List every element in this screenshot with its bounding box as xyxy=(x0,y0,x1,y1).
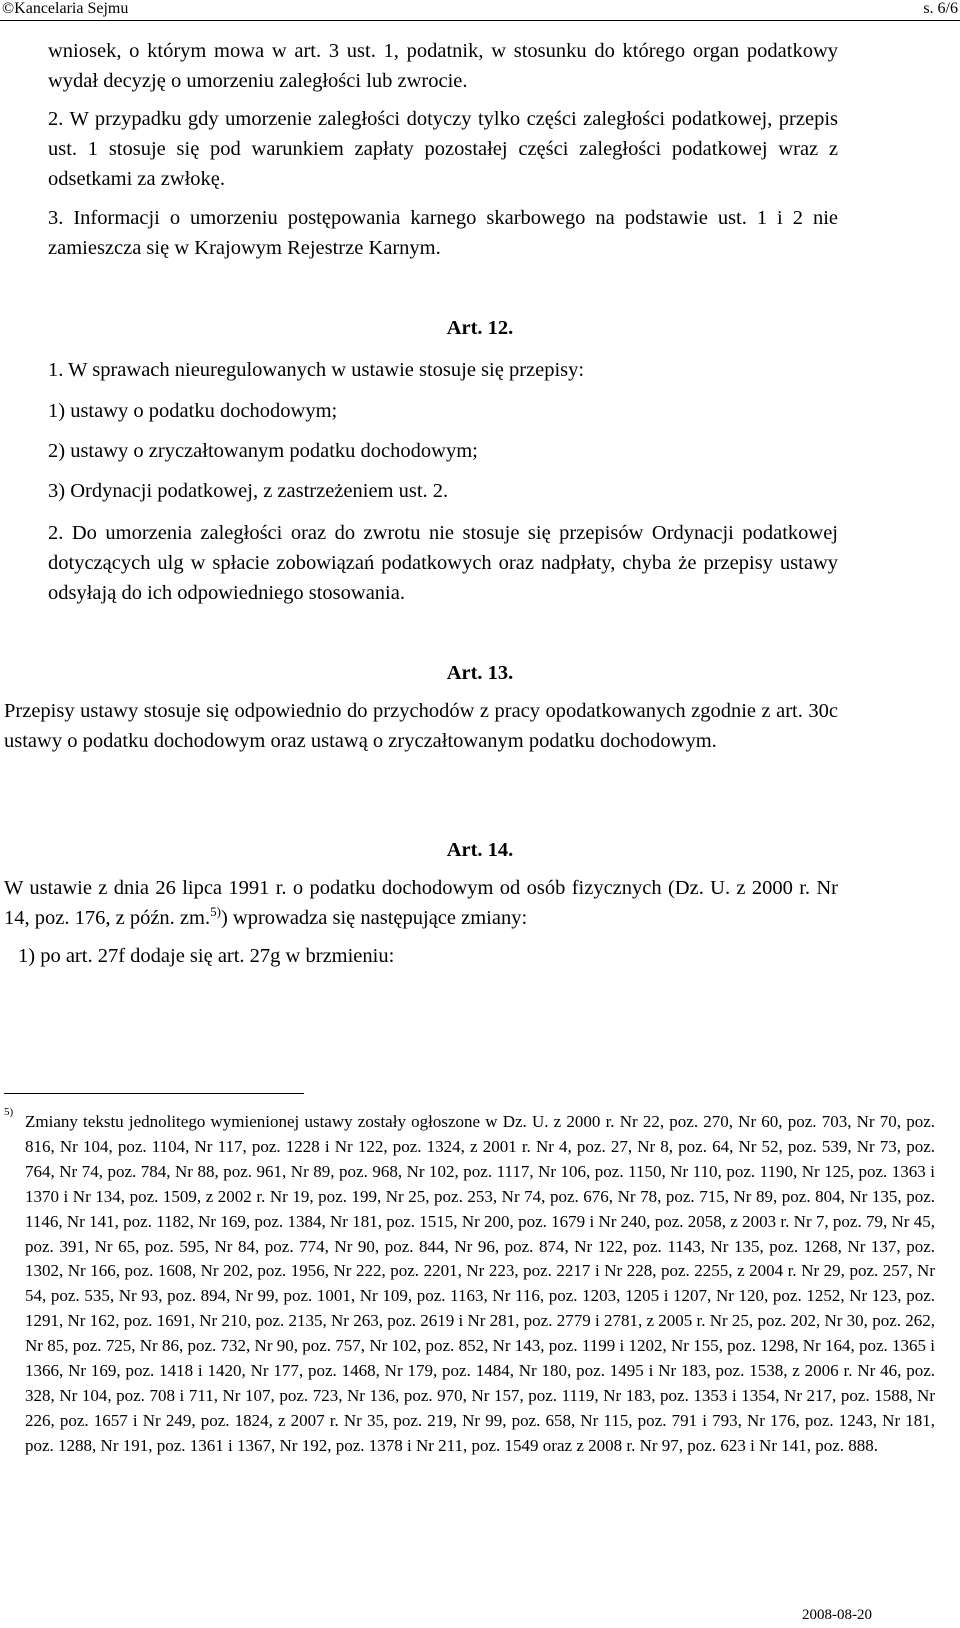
article-13-title: Art. 13. xyxy=(446,662,514,684)
paragraph-continuation: wniosek, o którym mowa w art. 3 ust. 1, podatnik, w stosunku do którego organ podatkowy wydał decyzję o umorzeniu zaległości lub zwrocie. xyxy=(48,40,838,92)
article-12-paragraph-1: 1. W sprawach nieuregulowanych w ustawie stosuje się przepisy: xyxy=(48,359,585,381)
article-13-text: Przepisy ustawy stosuje się odpowiednio do przychodów z pracy opodatkowanych zgodnie z art. 30c ustawy o podatku dochodowym oraz ustawą o zryczałtowanym podatku dochodowym. xyxy=(4,700,838,752)
footnote-separator xyxy=(4,1093,304,1094)
footnote-text: Zmiany tekstu jednolitego wymienionej ustawy zostały ogłoszone w Dz. U. z 2000 r. Nr 22, poz. 270, Nr 60, poz. 703, Nr 70, poz. 816, Nr 104, poz. 1104, Nr 117, poz. 1228 i Nr 122, poz. 1324, z 2001 r. Nr 4, poz. 27, Nr 8, poz. 64, Nr 52, poz. 539, Nr 73, poz. 764, Nr 74, poz. 784, Nr 88, poz. 961, Nr 89, poz. 968, Nr 102, poz. 1117, Nr 106, poz. 1150, Nr 110, poz. 1190, Nr 125, poz. 1363 i 1370 i Nr 134, poz. 1509, z 2002 r. Nr 19, poz. 199, Nr 25, poz. 253, Nr 74, poz. 676, Nr 78, poz. 715, Nr 89, poz. 804, Nr 135, poz. 1146, Nr 141, poz. 1182, Nr 169, poz. 1384, Nr 181, poz. 1515, Nr 200, poz. 1679 i Nr 240, poz. 2058, z 2003 r. Nr 7, poz. 79, Nr 45, poz. 391, Nr 65, poz. 595, Nr 84, poz. 774, Nr 90, poz. 844, Nr 96, poz. 874, Nr 122, poz. 1143, Nr 135, poz. 1268, Nr 137, poz. 1302, Nr 166, poz. 1608, Nr 202, poz. 1956, Nr 222, poz. 2201, Nr 223, poz. 2217 i Nr 228, poz. 2255, z 2004 r. Nr 29, poz. 257, Nr 54, poz. 535, Nr 93, poz. 894, Nr 99, poz. 1001, Nr 109, poz. 1163, Nr 116, poz. 1203, 1205 i 1207, Nr 120, poz. 1252, Nr 123, poz. 1291, Nr 162, poz. 1691, Nr 210, poz. 2135, Nr 263, poz. 2619 i Nr 281, poz. 2779 i 2781, z 2005 r. Nr 25, poz. 202, Nr 30, poz. 262, Nr 85, poz. 725, Nr 86, poz. 732, Nr 90, poz. 757, Nr 102, poz. 852, Nr 143, poz. 1199 i 1202, Nr 155, poz. 1298, Nr 164, poz. 1365 i 1366, Nr 169, poz. 1418 i 1420, Nr 177, poz. 1468, Nr 179, poz. 1484, Nr 180, poz. 1495 i Nr 183, poz. 1538, z 2006 r. Nr 46, poz. 328, Nr 104, poz. 708 i 711, Nr 107, poz. 723, Nr 136, poz. 970, Nr 157, poz. 1119, Nr 183, poz. 1353 i 1354, Nr 217, poz. 1588, Nr 226, poz. 1657 i Nr 249, poz. 1824, z 2007 r. Nr 35, poz. 219, Nr 99, poz. 658, Nr 115, poz. 791 i 793, Nr 176, poz. 1243, Nr 181, poz. 1288, Nr 191, poz. 1361 i 1367, Nr 192, poz. 1378 i Nr 211, poz. 1549 oraz z 2008 r. Nr 97, poz. 623 i Nr 141, poz. 888. xyxy=(25,1112,935,1455)
article-14-text: W ustawie z dnia 26 lipca 1991 r. o podatku dochodowym od osób fizycznych (Dz. U. z 2000 r. Nr 14, poz. 176, z późn. zm.$^{5)}$) wprowadza się następujące zmiany: xyxy=(4,877,838,929)
article-14-item-1: 1) po art. 27f dodaje się art. 27g w brzmieniu: xyxy=(18,945,395,967)
paragraph-ust-3: 3. Informacji o umorzeniu postępowania karnego skarbowego na podstawie ust. 1 i 2 nie zamieszcza się w Krajowym Rejestrze Karnym. xyxy=(48,207,838,259)
paragraph-ust-2: 2. W przypadku gdy umorzenie zaległości dotyczy tylko części zaległości podatkowej, przepis ust. 1 stosuje się pod warunkiem zapłaty pozostałej części zaległości podatkowej wraz z odsetkami za zwłokę. xyxy=(48,108,838,190)
footnote-mark: 5) xyxy=(4,1106,14,1118)
copyright-label: ©Kancelaria Sejmu xyxy=(2,0,129,17)
article-12-item-3: 3) Ordynacji podatkowej, z zastrzeżeniem ust. 2. xyxy=(48,480,449,502)
publication-date: 2008-08-20 xyxy=(802,1607,872,1623)
article-12-paragraph-2: 2. Do umorzenia zaległości oraz do zwrotu nie stosuje się przepisów Ordynacji podatkowej dotyczących ulg w spłacie zobowiązań podatkowych oraz nadpłaty, chyba że przepisy ustawy odsyłają do ich odpowiedniego stosowania. xyxy=(48,522,838,604)
article-12-item-1: 1) ustawy o podatku dochodowym; xyxy=(48,400,338,422)
article-12-title: Art. 12. xyxy=(446,317,514,339)
page-number: s. 6/6 xyxy=(923,0,958,17)
article-12-item-2: 2) ustawy o zryczałtowanym podatku dochodowym; xyxy=(48,440,478,462)
footnote-reference: 5) xyxy=(210,904,221,920)
page-header xyxy=(0,0,960,21)
article-14-title: Art. 14. xyxy=(446,839,514,861)
